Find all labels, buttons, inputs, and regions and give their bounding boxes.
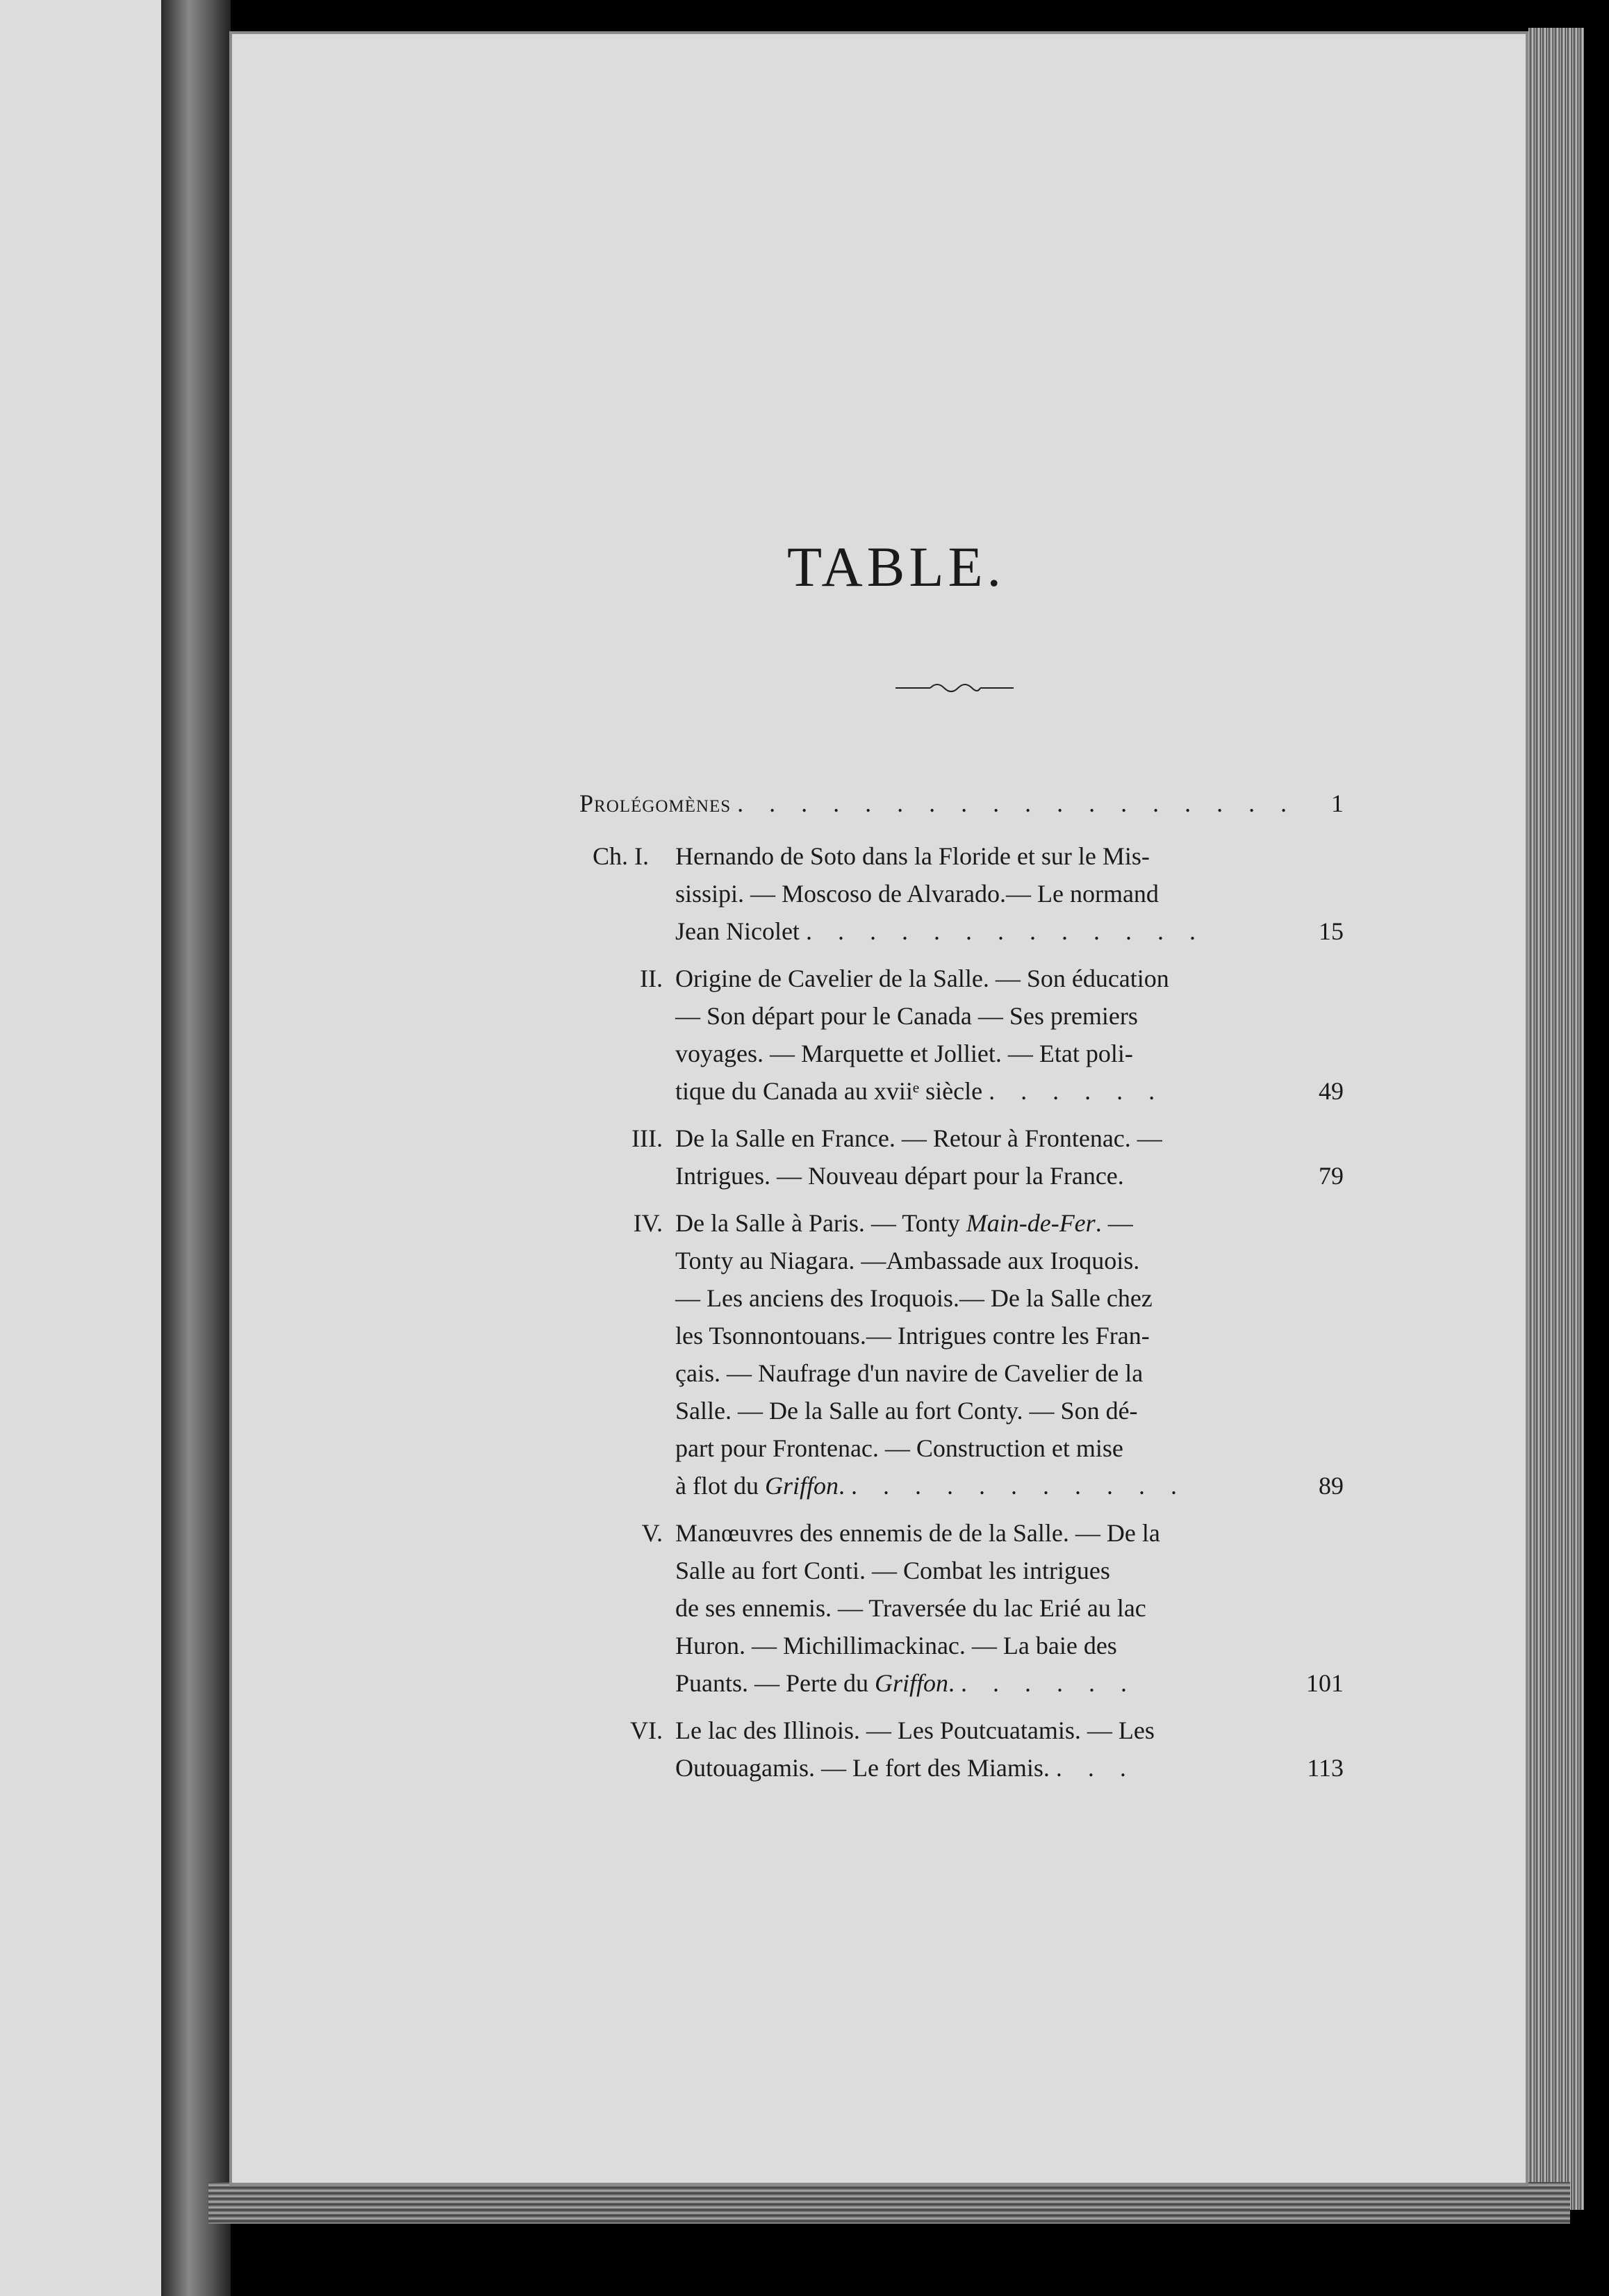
entry-line: les Tsonnontouans.— Intrigues contre les Fran- xyxy=(675,1322,1150,1350)
toc-entry-chapter-6 xyxy=(579,1712,1344,1787)
entry-line: de ses ennemis. — Traversée du lac Erié au lac xyxy=(675,1594,1146,1622)
entry-line: . xyxy=(948,1669,955,1697)
left-page-edge xyxy=(0,0,161,2296)
book-gutter xyxy=(161,0,231,2296)
entry-italic-text: Griffon xyxy=(874,1669,948,1697)
entry-line: De la Salle à Paris. — Tonty xyxy=(675,1209,966,1237)
entry-line: Tonty au Niagara. —Ambassade aux Iroquois. xyxy=(675,1247,1140,1274)
entry-line: De la Salle en France. — Retour à Frontenac. — xyxy=(675,1124,1162,1152)
page-number: 15 xyxy=(1319,917,1344,945)
leader-dots: . . . . . . xyxy=(989,1077,1165,1105)
entry-line: Hernando de Soto dans la Floride et sur le Mis- xyxy=(675,842,1150,870)
leader-dots: . . . . . . . . . . . . . . . . . . xyxy=(737,789,1297,817)
page-number: 79 xyxy=(1319,1162,1344,1190)
chapter-number: IV. xyxy=(633,1209,663,1237)
entry-line: çais. — Naufrage d'un navire de Cavelier de la xyxy=(675,1359,1144,1387)
page-number: 89 xyxy=(1319,1472,1344,1500)
leader-dots: . . . xyxy=(1055,1754,1136,1782)
entry-line: Le lac des Illinois. — Les Poutcuatamis. — Les xyxy=(675,1716,1155,1744)
entry-line: Salle au fort Conti. — Combat les intrigues xyxy=(675,1557,1110,1584)
toc-entry-chapter-2 xyxy=(579,960,1344,1110)
entry-line: — Les anciens des Iroquois.— De la Salle chez xyxy=(675,1284,1153,1312)
entry-line: Intrigues. — Nouveau départ pour la France. xyxy=(675,1162,1124,1190)
entry-italic-text: Main-de-Fer xyxy=(966,1209,1096,1237)
entry-line: part pour Frontenac. — Construction et mise xyxy=(675,1434,1123,1462)
toc-entry-chapter-5 xyxy=(579,1514,1344,1702)
page-number: 1 xyxy=(1331,789,1344,817)
chapter-number: VI. xyxy=(630,1716,663,1744)
leader-dots: . . . . . . . . . . . xyxy=(851,1472,1187,1500)
entry-line: — Son départ pour le Canada — Ses premiers xyxy=(675,1002,1138,1030)
entry-line: voyages. — Marquette et Jolliet. — Etat poli- xyxy=(675,1040,1133,1067)
entry-line: Huron. — Michillimackinac. — La baie des xyxy=(675,1632,1117,1659)
toc-entry-chapter-1 xyxy=(579,837,1344,950)
page-number: 101 xyxy=(1306,1669,1344,1697)
leader-dots: . . . . . . . . . . . . . xyxy=(805,917,1205,945)
page-number: 49 xyxy=(1319,1077,1344,1105)
entry-line: Jean Nicolet xyxy=(675,917,800,945)
entry-italic-text: Griffon xyxy=(764,1472,839,1500)
entry-line: tique du Canada au xviiᵉ siècle xyxy=(675,1077,983,1105)
page-bottom-edge xyxy=(208,2182,1570,2224)
entry-line: Manœuvres des ennemis de de la Salle. — De la xyxy=(675,1519,1160,1547)
ornament-divider xyxy=(896,677,1014,698)
chapter-number: II. xyxy=(640,965,663,992)
chapter-number: III. xyxy=(632,1124,663,1152)
toc-entry-chapter-4 xyxy=(579,1204,1344,1504)
entry-line: sissipi. — Moscoso de Alvarado.— Le normand xyxy=(675,880,1159,908)
page-title: TABLE. xyxy=(786,535,1006,598)
entry-line: Puants. — Perte du xyxy=(675,1669,875,1697)
entry-line: à flot du xyxy=(675,1472,765,1500)
toc-entry-prolegomenes xyxy=(579,785,1344,822)
toc-label: Prolégomènes xyxy=(579,789,732,817)
entry-line: Outouagamis. — Le fort des Miamis. xyxy=(675,1754,1050,1782)
entry-line: . — xyxy=(1095,1209,1133,1237)
leader-dots: . . . . . . xyxy=(961,1669,1137,1697)
chapter-number: V. xyxy=(641,1519,663,1547)
entry-line: Origine de Cavelier de la Salle. — Son éducation xyxy=(675,965,1169,992)
page-number: 113 xyxy=(1307,1754,1344,1782)
entry-line: Salle. — De la Salle au fort Conty. — Son dé- xyxy=(675,1397,1138,1425)
toc-entry-chapter-3 xyxy=(579,1120,1344,1195)
page-edges xyxy=(1528,28,1584,2210)
book-page xyxy=(229,31,1528,2186)
chapter-number: Ch. I. xyxy=(593,842,649,870)
entry-line: . xyxy=(839,1472,845,1500)
table-of-contents xyxy=(579,785,1344,1796)
